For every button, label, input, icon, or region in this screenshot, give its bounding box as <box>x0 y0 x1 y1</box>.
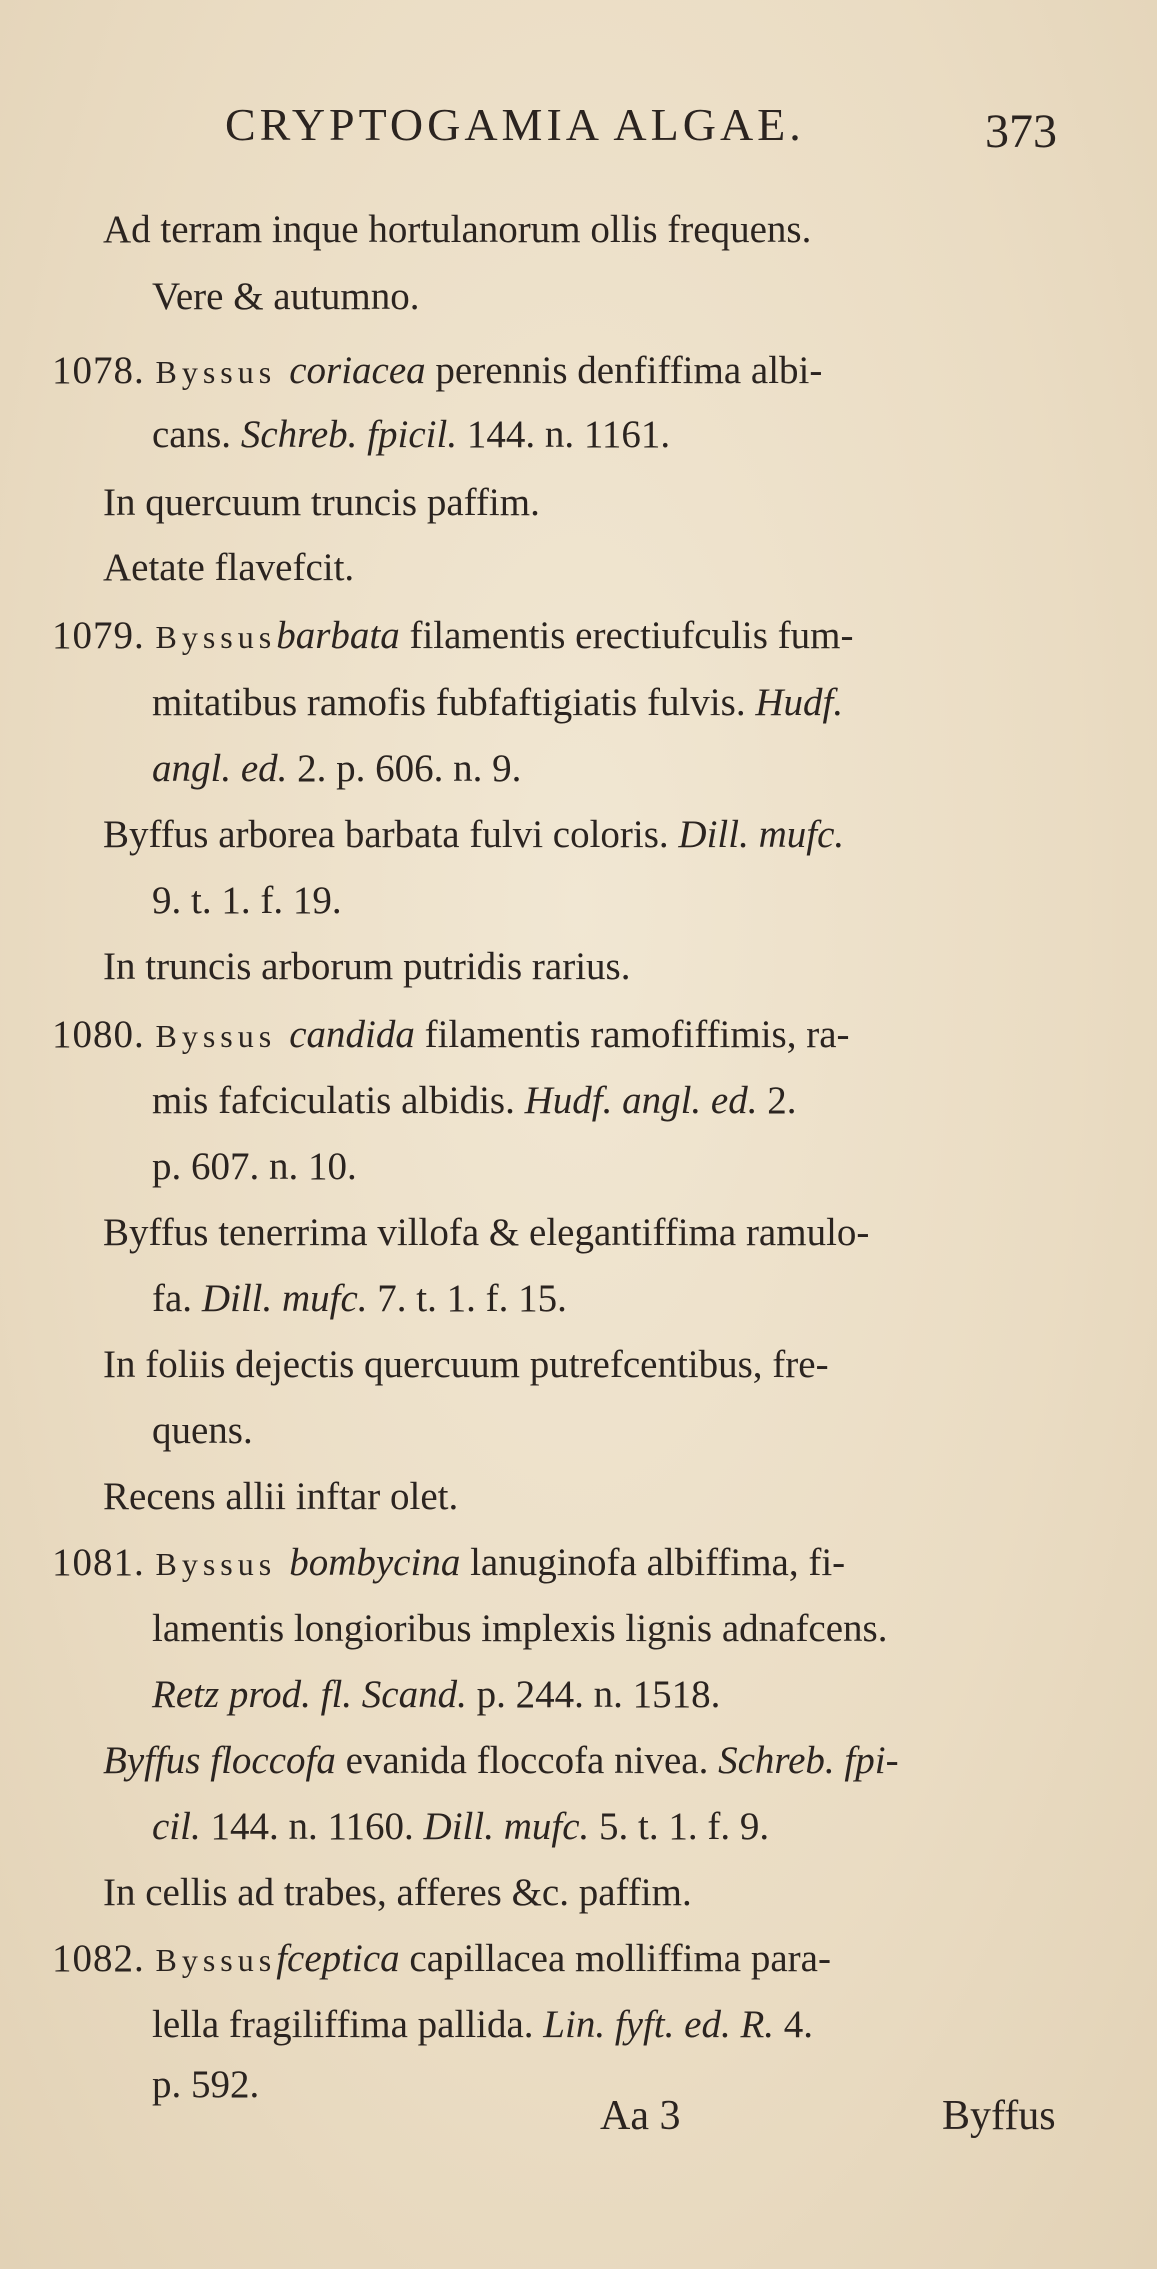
entry-number: 1081. <box>52 1541 156 1584</box>
italic-text: Dill. mufc. <box>678 813 845 856</box>
italic-text: Hudf. angl. ed. <box>524 1079 758 1122</box>
entry-number: 1080. <box>52 1013 156 1056</box>
italic-text: Dill. mufc. <box>201 1277 368 1320</box>
text-span: 2. <box>757 1079 797 1122</box>
text-line <box>152 1606 887 1652</box>
text-line <box>52 1012 850 1059</box>
text-line <box>152 680 843 726</box>
genus-name: Byssus <box>155 1942 277 1978</box>
text-span: Vere & autumno. <box>152 275 420 318</box>
text-line <box>103 545 354 591</box>
page-footer <box>0 2092 1157 2152</box>
italic-text: Dill. mufc. <box>423 1805 590 1848</box>
italic-text: Retz prod. fl. Scand. <box>152 1673 467 1716</box>
text-line <box>152 1144 357 1190</box>
text-span: In cellis ad trabes, afferes &c. paffim. <box>103 1871 692 1914</box>
text-span: In foliis dejectis quercuum putrefcentibus, fre- <box>103 1343 829 1386</box>
text-line <box>152 746 521 792</box>
text-line <box>103 1210 869 1256</box>
text-line <box>52 348 822 395</box>
text-span: 144. n. 1160. <box>200 1805 424 1848</box>
text-line <box>152 1078 796 1124</box>
text-span: cans. <box>152 413 241 456</box>
text-line <box>152 878 342 924</box>
text-span: Aetate flavefcit. <box>103 546 355 589</box>
text-span: p. 607. n. 10. <box>152 1145 357 1188</box>
text-span: mis fafciculatis albidis. <box>152 1079 525 1122</box>
text-span: In quercuum truncis paffim. <box>103 481 540 524</box>
italic-text: Byffus floccofa <box>103 1739 336 1782</box>
genus-name: Byssus <box>155 354 290 390</box>
text-line <box>152 412 670 458</box>
text-span: perennis denfiffima albi- <box>425 349 823 392</box>
italic-text: Hudf. <box>755 681 844 724</box>
text-span: Recens allii inftar olet. <box>103 1475 459 1518</box>
text-span: p. 592. <box>152 2063 260 2106</box>
italic-text: cil. <box>152 1805 201 1848</box>
text-span: 4. <box>774 2003 814 2046</box>
text-span: In truncis arborum putridis rarius. <box>103 945 631 988</box>
text-line <box>103 944 630 990</box>
page-number: 373 <box>985 105 1057 158</box>
genus-name: Byssus <box>155 1018 290 1054</box>
genus-name: Byssus <box>155 1546 290 1582</box>
text-line <box>52 1540 845 1587</box>
italic-text: fceptica <box>276 1937 400 1980</box>
text-line <box>152 1408 253 1454</box>
text-span: filamentis erectiufculis fum- <box>399 614 854 657</box>
text-line <box>103 812 844 858</box>
text-line <box>103 1474 458 1520</box>
text-span: lamentis longioribus implexis lignis adnafcens. <box>152 1607 888 1650</box>
text-span: Byffus arborea barbata fulvi coloris. <box>103 813 679 856</box>
text-line <box>103 207 811 253</box>
text-line <box>152 1804 769 1850</box>
entry-number: 1082. <box>52 1937 156 1980</box>
italic-text: coriacea <box>289 349 426 392</box>
italic-text: Schreb. fpicil. <box>240 413 458 456</box>
page-header <box>0 98 1157 168</box>
text-line <box>152 1672 720 1718</box>
italic-text: Schreb. fpi- <box>718 1739 899 1782</box>
text-line <box>52 613 853 660</box>
entry-number: 1078. <box>52 349 156 392</box>
text-span: filamentis ramofiffimis, ra- <box>414 1013 850 1056</box>
genus-name: Byssus <box>155 619 277 655</box>
italic-text: barbata <box>276 614 400 657</box>
italic-text: bombycina <box>289 1541 461 1584</box>
text-line <box>152 1276 567 1322</box>
text-span: 9. t. 1. f. 19. <box>152 879 342 922</box>
text-line <box>152 2002 813 2048</box>
text-span: mitatibus ramofis fubfaftigiatis fulvis. <box>152 681 756 724</box>
text-span: fa. <box>152 1277 202 1320</box>
text-line <box>103 1870 692 1916</box>
text-line <box>103 1342 829 1388</box>
text-span: p. 244. n. 1518. <box>466 1673 721 1716</box>
running-head: CRYPTOGAMIA ALGAE. <box>225 99 805 150</box>
text-span: 144. n. 1161. <box>457 413 671 456</box>
text-line <box>103 480 540 526</box>
catchword: Byffus <box>942 2093 1056 2139</box>
text-span: lella fragiliffima pallida. <box>152 2003 544 2046</box>
text-span: evanida floccofa nivea. <box>335 1739 719 1782</box>
text-line <box>152 274 420 320</box>
text-line <box>103 1738 899 1784</box>
text-span: Byffus tenerrima villofa & elegantiffima ramulo- <box>103 1211 870 1254</box>
italic-text: angl. ed. <box>152 747 288 790</box>
text-span: capillacea molliffima para- <box>399 1937 831 1980</box>
text-span: 5. t. 1. f. 9. <box>589 1805 770 1848</box>
text-span: lanuginofa albiffima, fi- <box>460 1541 846 1584</box>
text-span: quens. <box>152 1409 253 1452</box>
entry-number: 1079. <box>52 614 156 657</box>
text-span: 7. t. 1. f. 15. <box>367 1277 567 1320</box>
signature-mark: Aa 3 <box>600 2093 681 2139</box>
text-span: Ad terram inque hortulanorum ollis frequens. <box>103 208 812 251</box>
italic-text: Lin. fyft. ed. R. <box>543 2003 775 2046</box>
text-span: 2. p. 606. n. 9. <box>287 747 522 790</box>
text-line <box>52 1936 831 1983</box>
italic-text: candida <box>289 1013 415 1056</box>
